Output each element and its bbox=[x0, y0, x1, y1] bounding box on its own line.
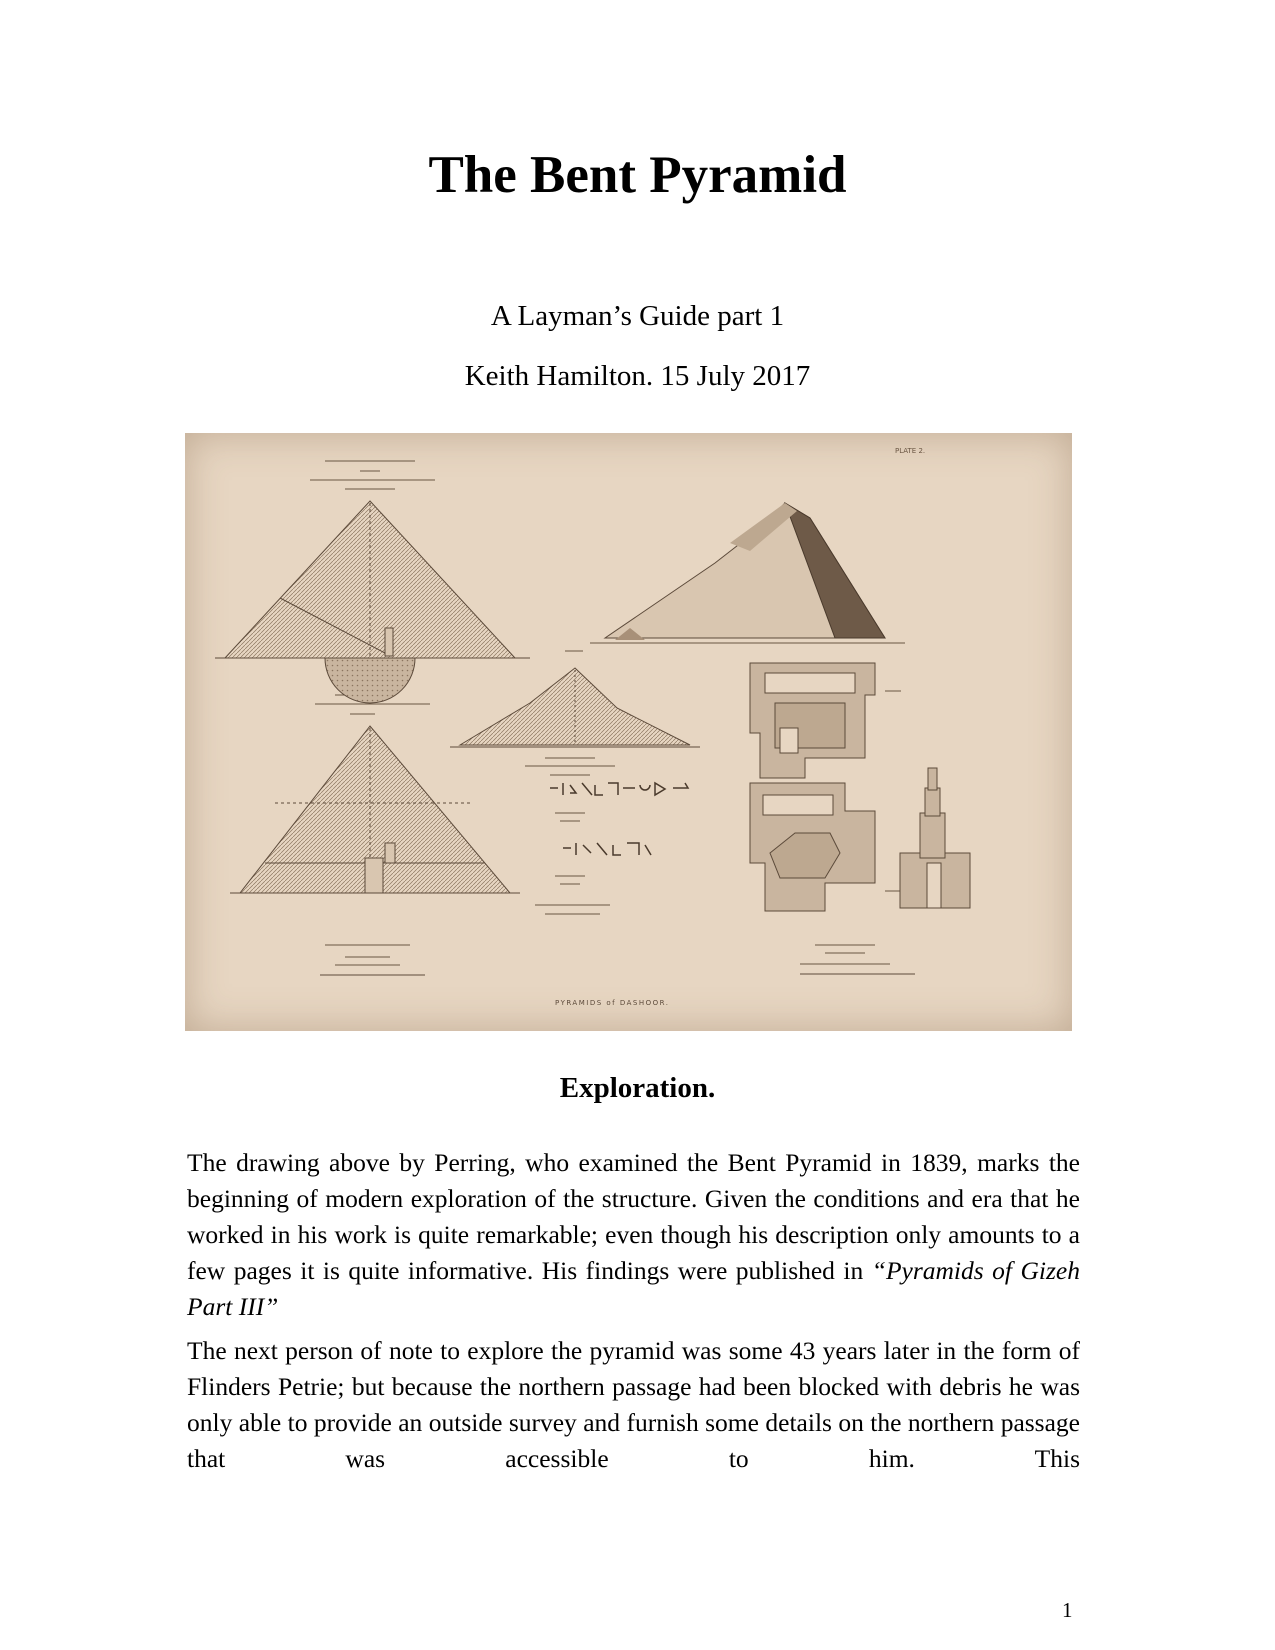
plate-caption: PYRAMIDS of DASHOOR. bbox=[555, 999, 670, 1007]
publication-citation: “Pyramids of Gizeh Part III” bbox=[187, 1256, 1081, 1321]
fig6-chamber-plan bbox=[750, 783, 875, 911]
fig3-section-drawing bbox=[230, 726, 520, 893]
fig1-section-drawing bbox=[215, 501, 530, 703]
fig2-perspective-drawing bbox=[590, 503, 905, 643]
fig4-small-pyramid-drawing bbox=[450, 668, 700, 747]
fig7-tower-section bbox=[900, 768, 970, 908]
scale-bars bbox=[320, 974, 915, 975]
paragraph-petrie: The next person of note to explore the pyramid was some 43 years later in the form of Flinders Petrie; but because the northern passage had been blocked with debris he was only able to provide an outside survey and furnish some details on the northern passage that was accessible to him. This bbox=[187, 1336, 1080, 1473]
fig5-chamber-plan bbox=[750, 663, 875, 778]
document-subtitle: A Layman’s Guide part 1 bbox=[490, 300, 785, 332]
plate-number: PLATE 2. bbox=[895, 447, 926, 455]
document-title: The Bent Pyramid bbox=[428, 146, 847, 204]
hieroglyph-inscriptions bbox=[550, 783, 688, 855]
author-date-line: Keith Hamilton. 15 July 2017 bbox=[464, 360, 811, 392]
perring-drawing-plate bbox=[185, 433, 1072, 1031]
paragraph-perring bbox=[187, 1145, 1080, 1325]
paragraph-perring-text: The drawing above by Perring, who examined the Bent Pyramid in 1839, marks the beginning of modern exploration of the structure. Given the conditions and era that he worked in his work is quite remarkable; even though his description only amounts to a few pages it is quite informative. His findings were published in bbox=[187, 1148, 1080, 1285]
section-heading-exploration: Exploration. bbox=[559, 1072, 716, 1104]
page-number: 1 bbox=[1062, 1598, 1073, 1622]
